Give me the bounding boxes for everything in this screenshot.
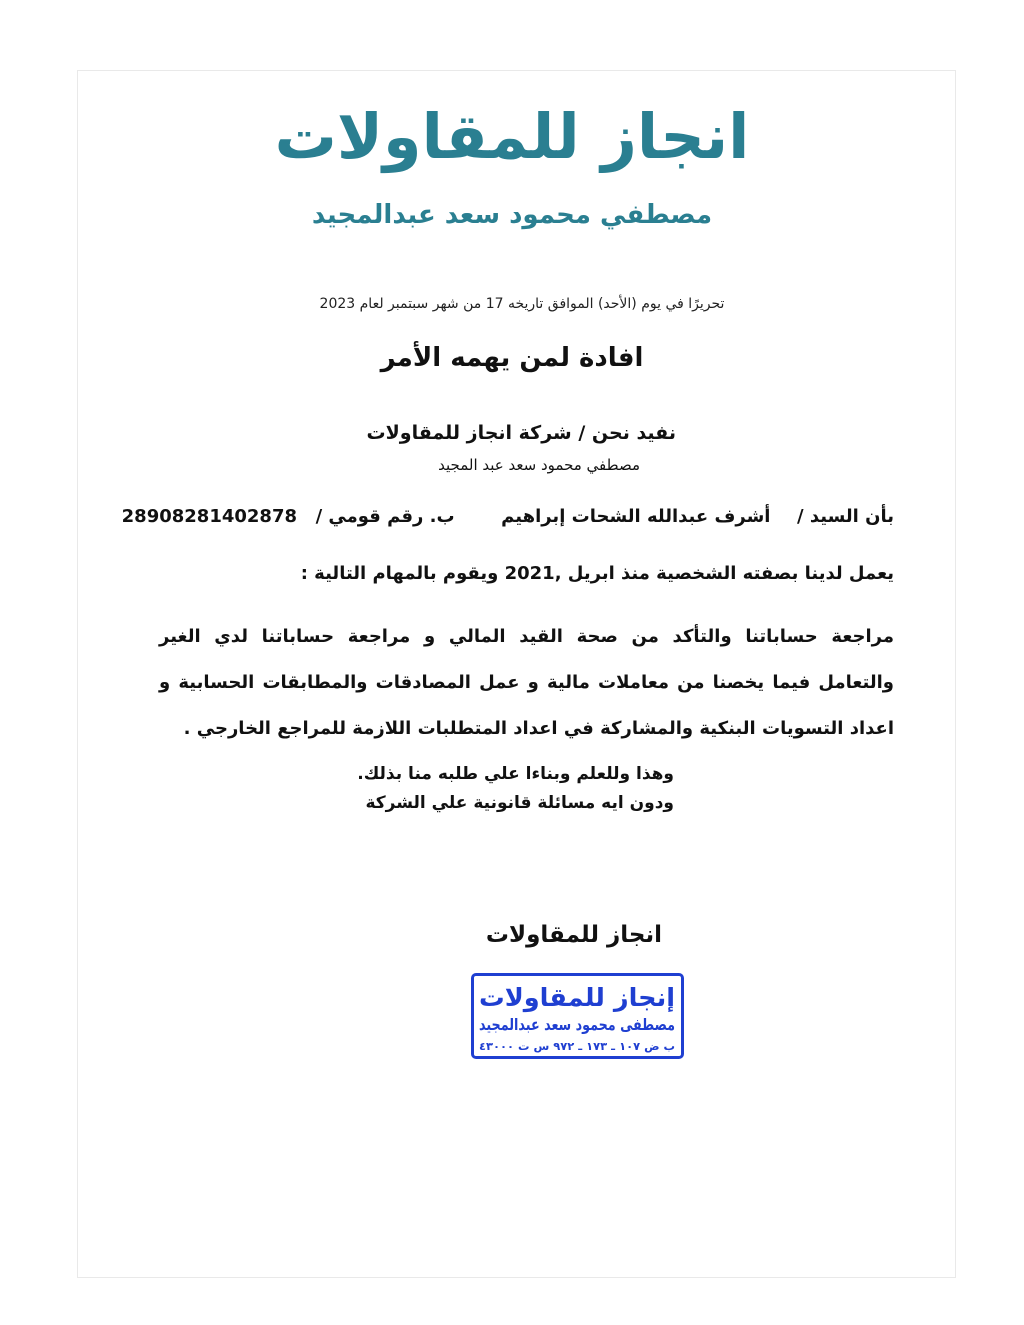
- person-prefix: بأن السيد /: [797, 506, 894, 527]
- duties-paragraph: مراجعة حساباتنا والتأكد من صحة القيد المالي و مراجعة حساباتنا لدي الغير والتعامل فيما يخصنا من معاملات مالية و عمل المصادقات والمطابقات الحسابية و اعداد التسويات البنكية والمشاركة في اعداد المتطلبات اللازمة للمراجع الخارجي .: [159, 626, 894, 739]
- national-id: 28908281402878: [121, 506, 297, 527]
- person-line: [121, 506, 894, 527]
- stamp-line-3: ب ض ١٠٧ ـ ١٧٣ ـ ٩٧٢ س ت ٤٣٠٠٠: [479, 1040, 674, 1053]
- date-line: تحريرًا في يوم (الأحد) الموافق تاريخه 17 من شهر سبتمبر لعام 2023: [319, 296, 725, 312]
- company-stamp: [471, 973, 684, 1059]
- declarer-owner: مصطفي محمود سعد عبد المجيد: [438, 456, 640, 474]
- closing-block: [354, 760, 674, 818]
- owner-subtitle: مصطفي محمود سعد عبدالمجيد: [311, 200, 713, 230]
- stamp-line-1: إنجاز للمقاولات: [479, 983, 671, 1012]
- closing-line-2: ودون ايه مسائلة قانونية علي الشركة: [365, 793, 674, 813]
- document-heading: افادة لمن يهمه الأمر: [380, 343, 644, 373]
- declarer-line: نفيد نحن / شركة انجاز للمقاولات: [366, 422, 676, 444]
- company-title: انجاز للمقاولات: [274, 100, 750, 173]
- signature-name: انجاز للمقاولات: [485, 922, 662, 948]
- person-name: أشرف عبدالله الشحات إبراهيم: [501, 506, 771, 527]
- closing-line-1: وهذا وللعلم وبناءا علي طلبه منا بذلك.: [357, 764, 674, 784]
- id-label: ب. رقم قومي /: [315, 506, 455, 527]
- stamp-line-2: مصطفى محمود سعد عبدالمجيد: [479, 1015, 675, 1034]
- work-statement: يعمل لدينا بصفته الشخصية منذ ابريل ,2021 ويقوم بالمهام التالية :: [300, 563, 894, 584]
